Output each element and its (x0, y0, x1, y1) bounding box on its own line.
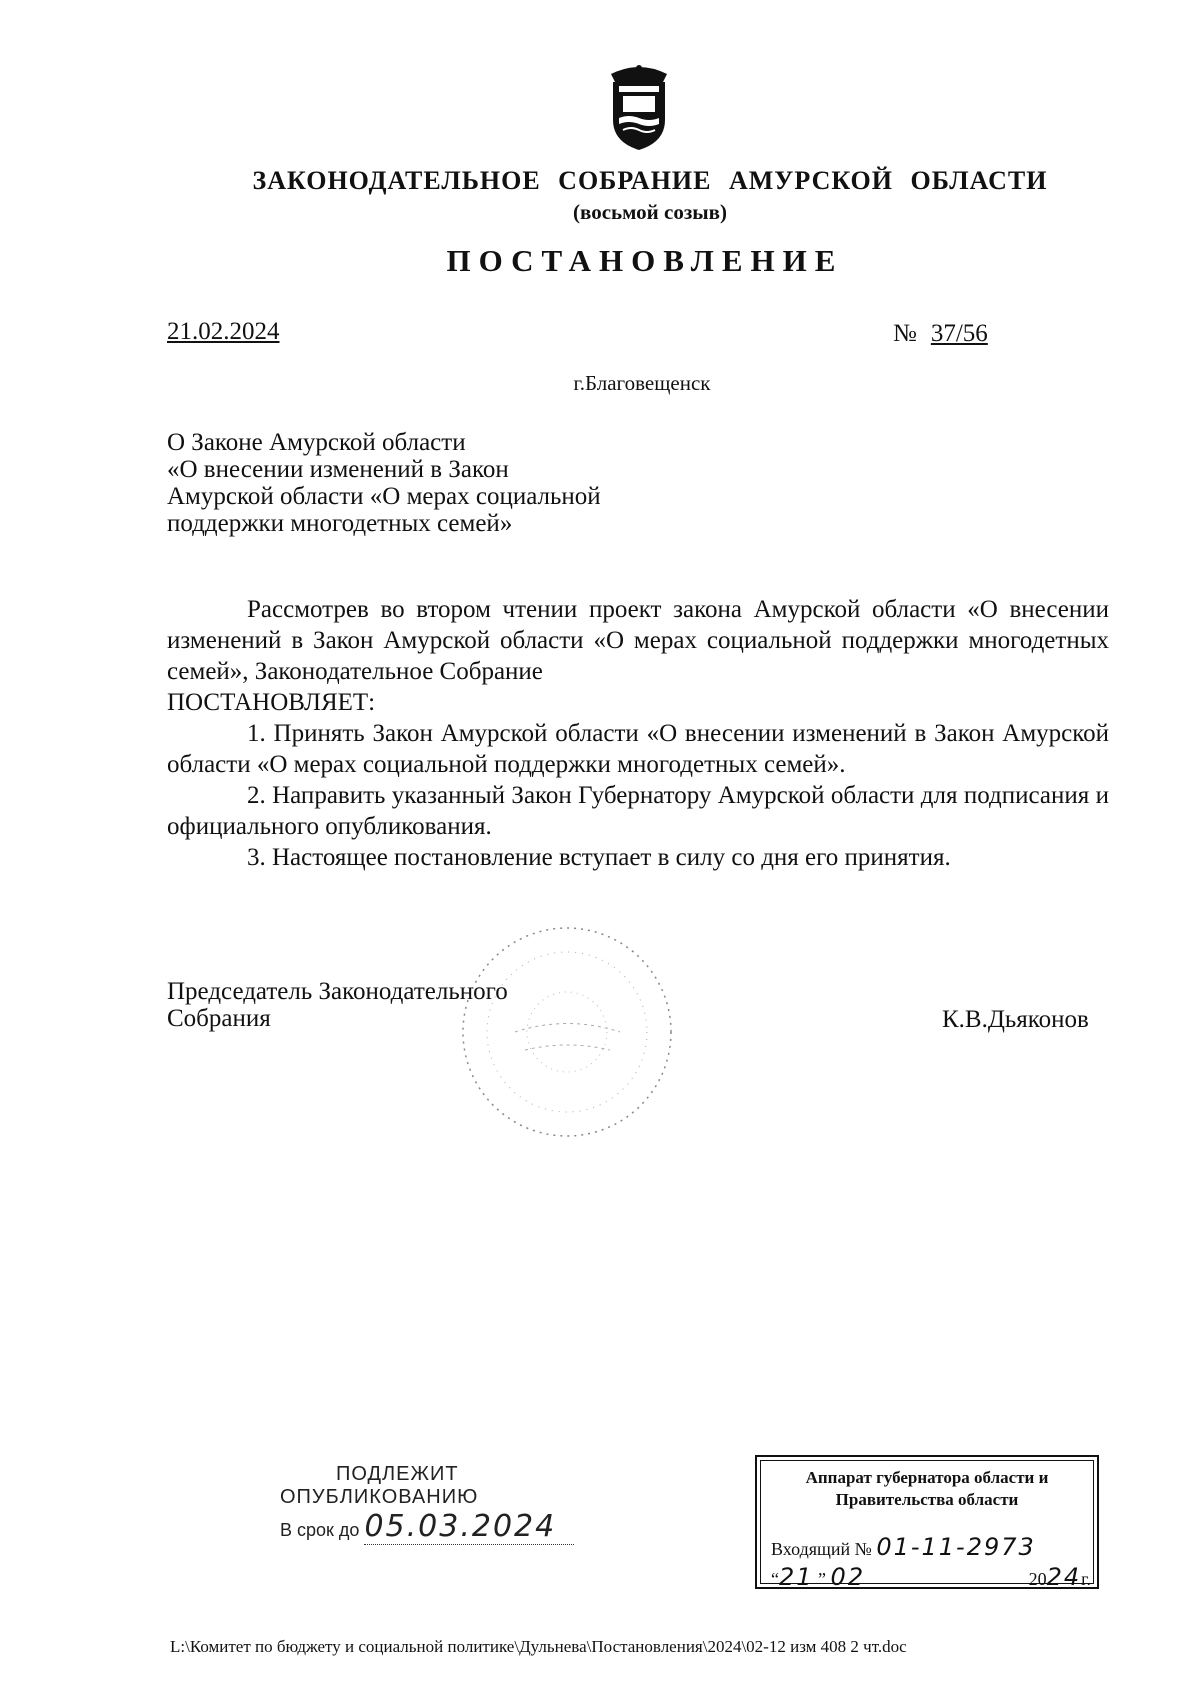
position-line: Собрания (167, 1005, 271, 1032)
official-seal-stamp (455, 920, 680, 1145)
subject-line: Амурской области «О мерах социальной (167, 483, 601, 510)
city-label: г.Благовещенск (573, 371, 711, 395)
resolution-body (167, 594, 1109, 873)
registration-stamp-title: Правительства области (835, 1490, 1019, 1509)
year-unit: г. (1081, 1569, 1091, 1589)
intro-paragraph: Рассмотрев во втором чтении проект закона Амурской области «О внесении изменений в Закон Амурской области «О мерах социальной поддержки многодетных семей», Законодательное Собрание (167, 596, 1109, 685)
convocation-label: (восьмой созыв) (573, 200, 727, 224)
incoming-label: Входящий № (771, 1539, 872, 1559)
resolves-heading: ПОСТАНОВЛЯЕТ: (167, 689, 376, 716)
registration-stamp (755, 1455, 1099, 1589)
incoming-number-handwritten: 01-11-2973 (876, 1533, 1036, 1561)
subject-line: «О внесении изменений в Закон (167, 456, 509, 483)
registration-stamp-title: Аппарат губернатора области и (805, 1468, 1049, 1487)
incoming-day-handwritten: 21 (779, 1563, 814, 1591)
position-line: Председатель Законодательного (167, 978, 508, 1005)
subject-block (167, 429, 601, 537)
year-prefix: 20 (1028, 1569, 1047, 1589)
publication-deadline (280, 1509, 574, 1545)
item-2: 2. Направить указанный Закон Губернатору Амурской области для подписания и официального опубликования. (167, 782, 1109, 840)
number-label: № (893, 320, 917, 347)
incoming-date-row: “21 ” 02 2024г. (771, 1563, 1091, 1591)
file-path-footer: L:\Комитет по бюджету и социальной политике\Дульнева\Постановления\2024\02-12 изм 408 2 чт.doc (170, 1637, 907, 1656)
document-number (893, 320, 988, 348)
publication-stamp-line: ПОДЛЕЖИТ (336, 1463, 459, 1485)
incoming-number-row (771, 1533, 1036, 1561)
organization-title: ЗАКОНОДАТЕЛЬНОЕ СОБРАНИЕ АМУРСКОЙ ОБЛАСТИ (252, 166, 1048, 195)
publication-stamp (280, 1463, 574, 1545)
item-1: 1. Принять Закон Амурской области «О внесении изменений в Закон Амурской области «О мерах социальной поддержки многодетных семей». (167, 720, 1109, 778)
item-3: 3. Настоящее постановление вступает в силу со дня его принятия. (247, 844, 951, 871)
incoming-month-handwritten: 02 (830, 1563, 866, 1591)
number-value: 37/56 (930, 320, 988, 347)
document-type-title: ПОСТАНОВЛЕНИЕ (446, 243, 844, 278)
incoming-year-handwritten: 24 (1046, 1563, 1082, 1591)
subject-line: поддержки многодетных семей» (167, 510, 513, 537)
deadline-label: В срок до (280, 1520, 360, 1540)
document-date: 21.02.2024 (167, 318, 280, 345)
subject-line: О Законе Амурской области (167, 429, 466, 456)
deadline-handwritten-value: 05.03.2024 (364, 1509, 557, 1544)
coat-of-arms-emblem (603, 60, 675, 152)
signatory-position (167, 978, 508, 1032)
publication-stamp-line: ОПУБЛИКОВАНИЮ (280, 1486, 479, 1508)
signatory-name: К.В.Дьяконов (942, 1006, 1089, 1033)
